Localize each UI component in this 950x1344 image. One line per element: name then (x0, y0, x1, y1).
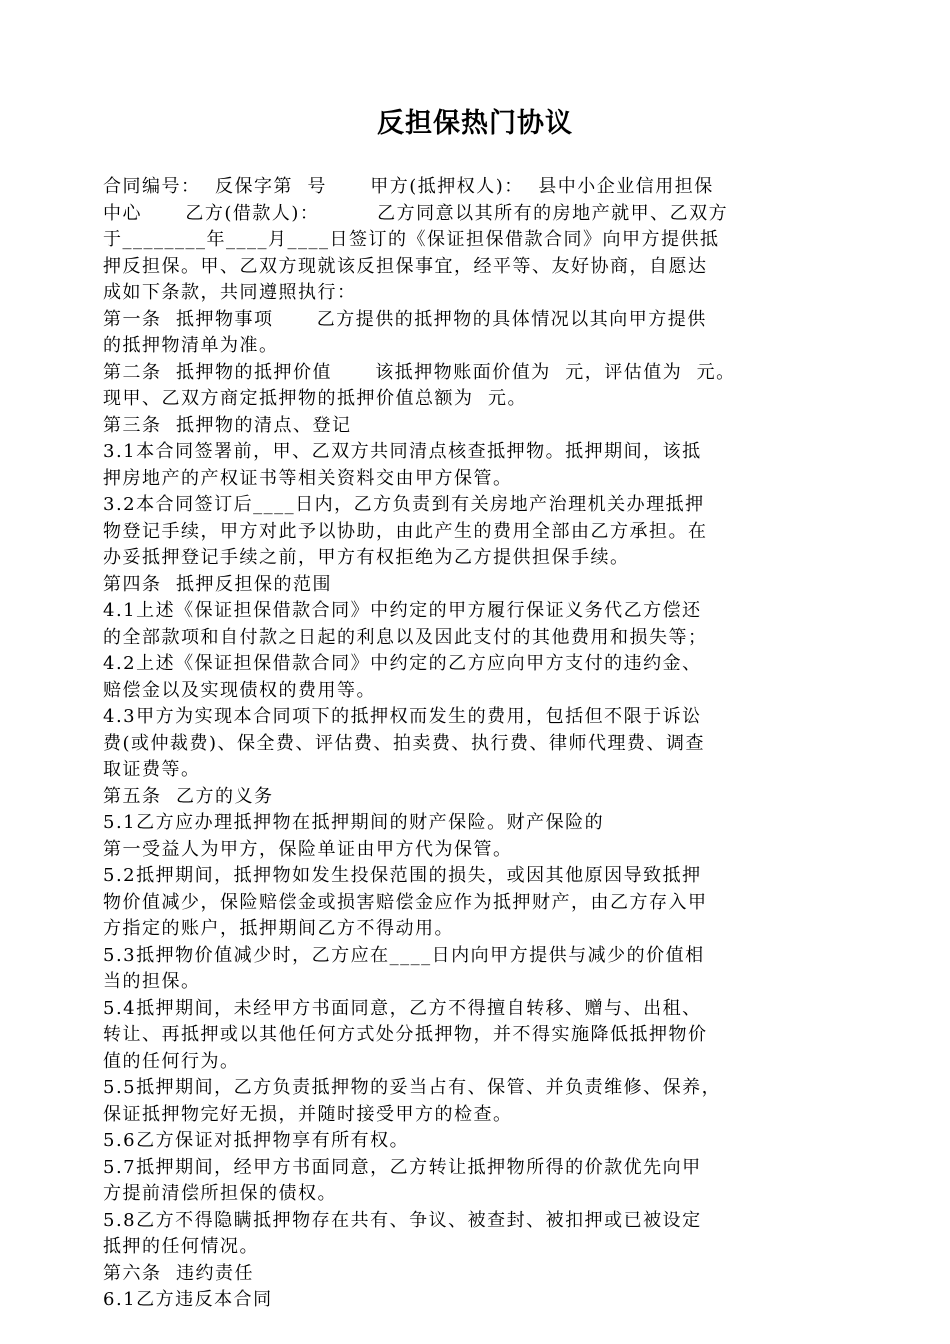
body-line: 赔偿金以及实现债权的费用等。 (103, 679, 376, 701)
body-line: 押反担保。甲、乙双方现就该反担保事宜，经平等、友好协商，自愿达 (103, 255, 708, 277)
body-line: 第六条 违约责任 (103, 1262, 254, 1284)
body-line: 转让、再抵押或以其他任何方式处分抵押物，并不得实施降低抵押物价 (103, 1024, 708, 1045)
body-line: 第一条 抵押物事项 乙方提供的抵押物的具体情况以其向甲方提供 (103, 308, 707, 330)
body-line: 取证费等。 (103, 759, 201, 780)
body-line: 4.3甲方为实现本合同项下的抵押权而发生的费用，包括但不限于诉讼 (103, 706, 702, 727)
body-line: 的全部款项和自付款之日起的利息以及因此支付的其他费用和损失等； (103, 626, 708, 648)
body-line: 于________年____月____日签订的《保证担保借款合同》向甲方提供抵 (103, 229, 720, 250)
body-line: 5.4抵押期间，未经甲方书面同意，乙方不得擅自转移、赠与、出租、 (103, 997, 702, 1019)
body-line: 4.2上述《保证担保借款合同》中约定的乙方应向甲方支付的违约金、 (103, 653, 702, 674)
body-line: 费(或仲裁费)、保全费、评估费、拍卖费、执行费、律师代理费、调查 (103, 732, 706, 754)
body-line: 第一受益人为甲方，保险单证由甲方代为保管。 (103, 838, 513, 860)
body-line: 物价值减少，保险赔偿金或损害赔偿金应作为抵押财产，由乙方存入甲 (103, 891, 708, 913)
body-line: 第四条 抵押反担保的范围 (103, 573, 332, 595)
body-line: 3.1本合同签署前，甲、乙双方共同清点核查抵押物。抵押期间，该抵 (103, 441, 702, 462)
document-body (103, 174, 873, 1314)
body-line: 值的任何行为。 (103, 1050, 240, 1072)
body-line: 第二条 抵押物的抵押价值 该抵押物账面价值为 元，评估值为 元。 (103, 361, 736, 383)
body-line: 方提前清偿所担保的债权。 (103, 1183, 337, 1204)
body-line: 物登记手续，甲方对此予以协助，由此产生的费用全部由乙方承担。在 (103, 520, 708, 542)
body-line: 5.1乙方应办理抵押物在抵押期间的财产保险。财产保险的 (103, 812, 605, 833)
body-line: 6.1乙方违反本合同 (103, 1289, 273, 1310)
document-title: 反担保热门协议 (377, 108, 573, 139)
body-line: 抵押的任何情况。 (103, 1236, 259, 1257)
body-line: 办妥抵押登记手续之前，甲方有权拒绝为乙方提供担保手续。 (103, 547, 630, 568)
body-line: 第三条 抵押物的清点、登记 (103, 414, 352, 436)
body-line: 5.3抵押物价值减少时，乙方应在____日内向甲方提供与减少的价值相 (103, 944, 705, 966)
body-line: 3.2本合同签订后____日内，乙方负责到有关房地产治理机关办理抵押 (103, 494, 705, 515)
body-line: 押房地产的产权证书等相关资料交由甲方保管。 (103, 467, 513, 489)
body-line: 方指定的账户，抵押期间乙方不得动用。 (103, 918, 454, 939)
body-line: 5.8乙方不得隐瞒抵押物存在共有、争议、被查封、被扣押或已被设定 (103, 1209, 702, 1231)
body-line: 5.2抵押期间，抵押物如发生投保范围的损失，或因其他原因导致抵押 (103, 865, 702, 886)
body-line: 当的担保。 (103, 971, 201, 992)
body-line: 保证抵押物完好无损，并随时接受甲方的检查。 (103, 1103, 513, 1125)
body-line: 现甲、乙双方商定抵押物的抵押价值总额为 元。 (103, 388, 527, 409)
body-line: 5.5抵押期间，乙方负责抵押物的妥当占有、保管、并负责维修、保养， (103, 1077, 722, 1098)
body-line: 合同编号： 反保字第 号 甲方(抵押权人)： 县中小企业信用担保 (103, 176, 714, 197)
body-line: 中心 乙方(借款人)： 乙方同意以其所有的房地产就甲、乙双方 (103, 202, 729, 224)
body-line: 成如下条款，共同遵照执行： (103, 282, 357, 303)
body-line: 5.6乙方保证对抵押物享有所有权。 (103, 1130, 410, 1151)
body-line: 4.1上述《保证担保借款合同》中约定的甲方履行保证义务代乙方偿还 (103, 600, 702, 621)
body-line: 第五条 乙方的义务 (103, 785, 274, 807)
body-line: 5.7抵押期间，经甲方书面同意，乙方转让抵押物所得的价款优先向甲 (103, 1156, 702, 1178)
body-line: 的抵押物清单为准。 (103, 335, 279, 356)
